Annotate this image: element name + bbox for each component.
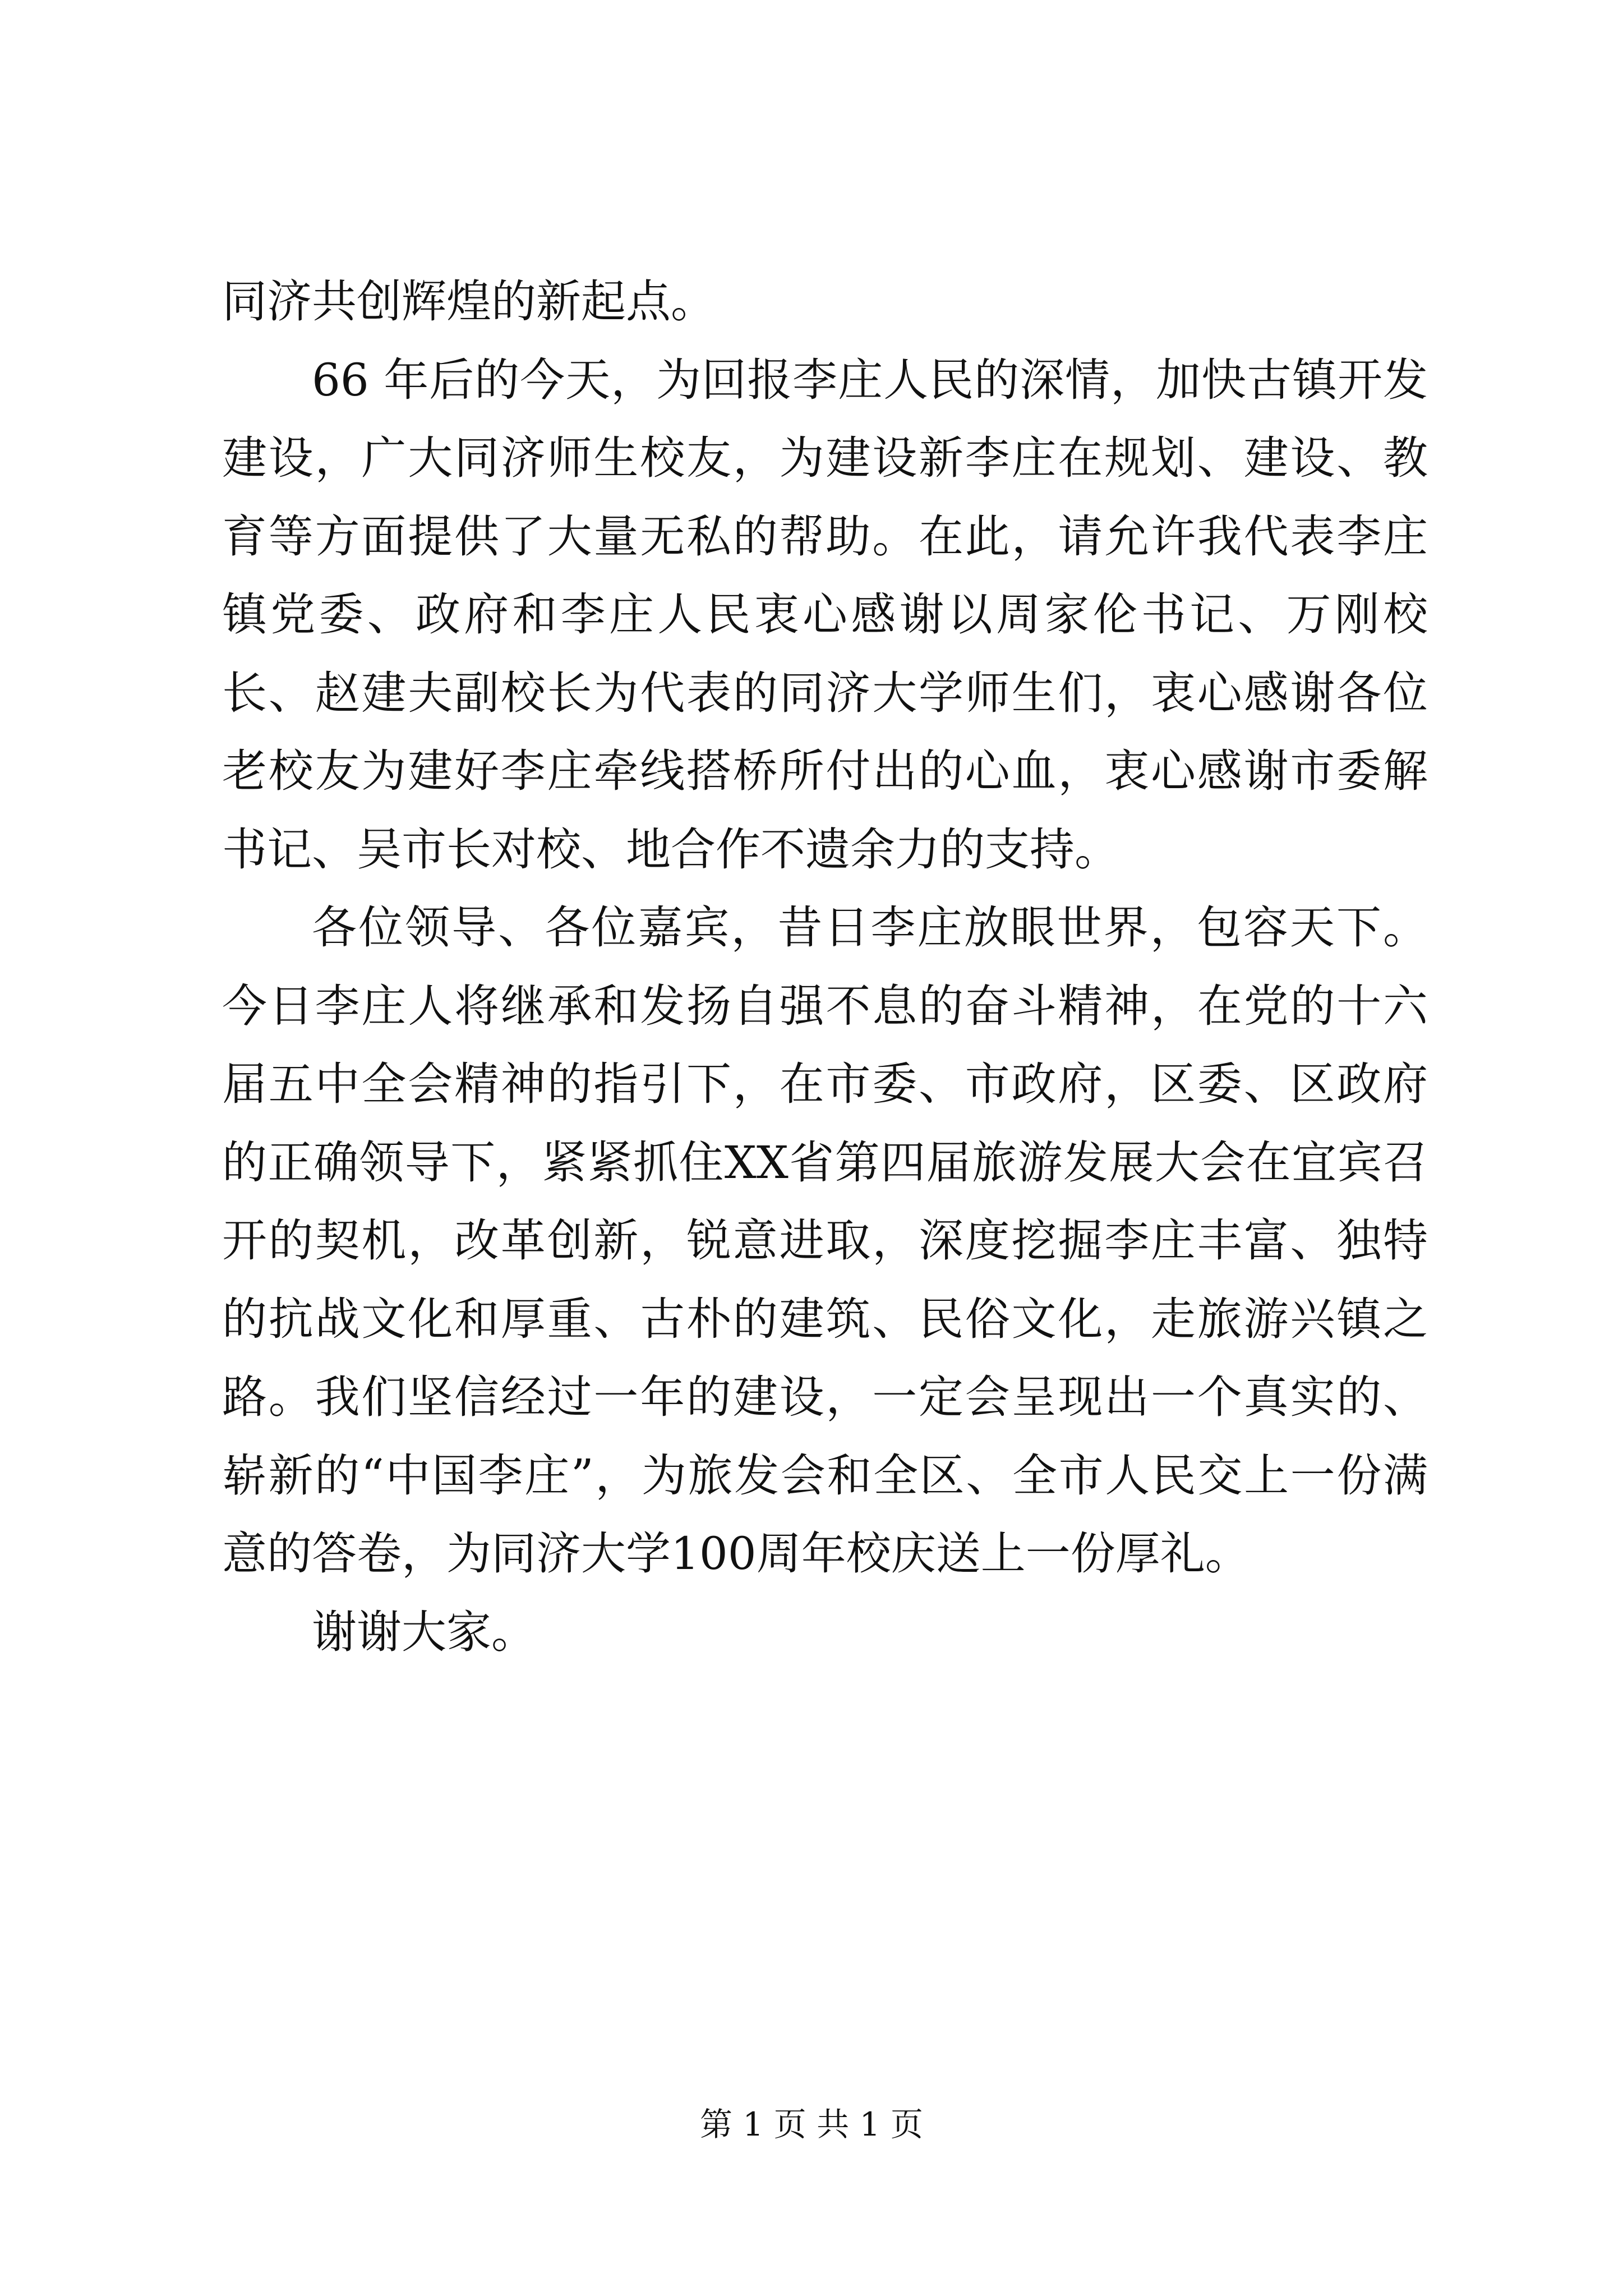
paragraph-1: 同济共创辉煌的新起点。: [222, 275, 716, 328]
page-number-footer: 第 1 页 共 1 页: [700, 2105, 923, 2143]
paragraph-3: 各位领导、各位嘉宾，昔日李庄放眼世界，包容天下。今日李庄人将继承和发扬自强不息的奋斗精神，在党的十六届五中全会精神的指引下，在市委、市政府，区委、区政府的正确领导下，紧紧抓住XX省第四届旅游发展大会在宜宾召开的契机，改革创新，锐意进取，深度挖掘李庄丰富、独特的抗战文化和厚重、古朴的建筑、民俗文化，走旅游兴镇之路。我们坚信经过一年的建设，一定会呈现出一个真实的、崭新的“中国李庄”，为旅发会和全区、全市人民交上一份满意的答卷，为同济大学100周年校庆送上一份厚礼。: [222, 901, 1428, 1580]
document-body: [222, 263, 1428, 1671]
paragraph-4: 谢谢大家。: [312, 1605, 536, 1658]
paragraph-2: 66 年后的今天，为回报李庄人民的深情，加快古镇开发建设，广大同济师生校友，为建设新李庄在规划、建设、教育等方面提供了大量无私的帮助。在此，请允许我代表李庄镇党委、政府和李庄人民衷心感谢以周家伦书记、万刚校长、赵建夫副校长为代表的同济大学师生们，衷心感谢各位老校友为建好李庄牵线搭桥所付出的心血，衷心感谢市委解书记、吴市长对校、地合作不遗余力的支持。: [222, 353, 1428, 876]
